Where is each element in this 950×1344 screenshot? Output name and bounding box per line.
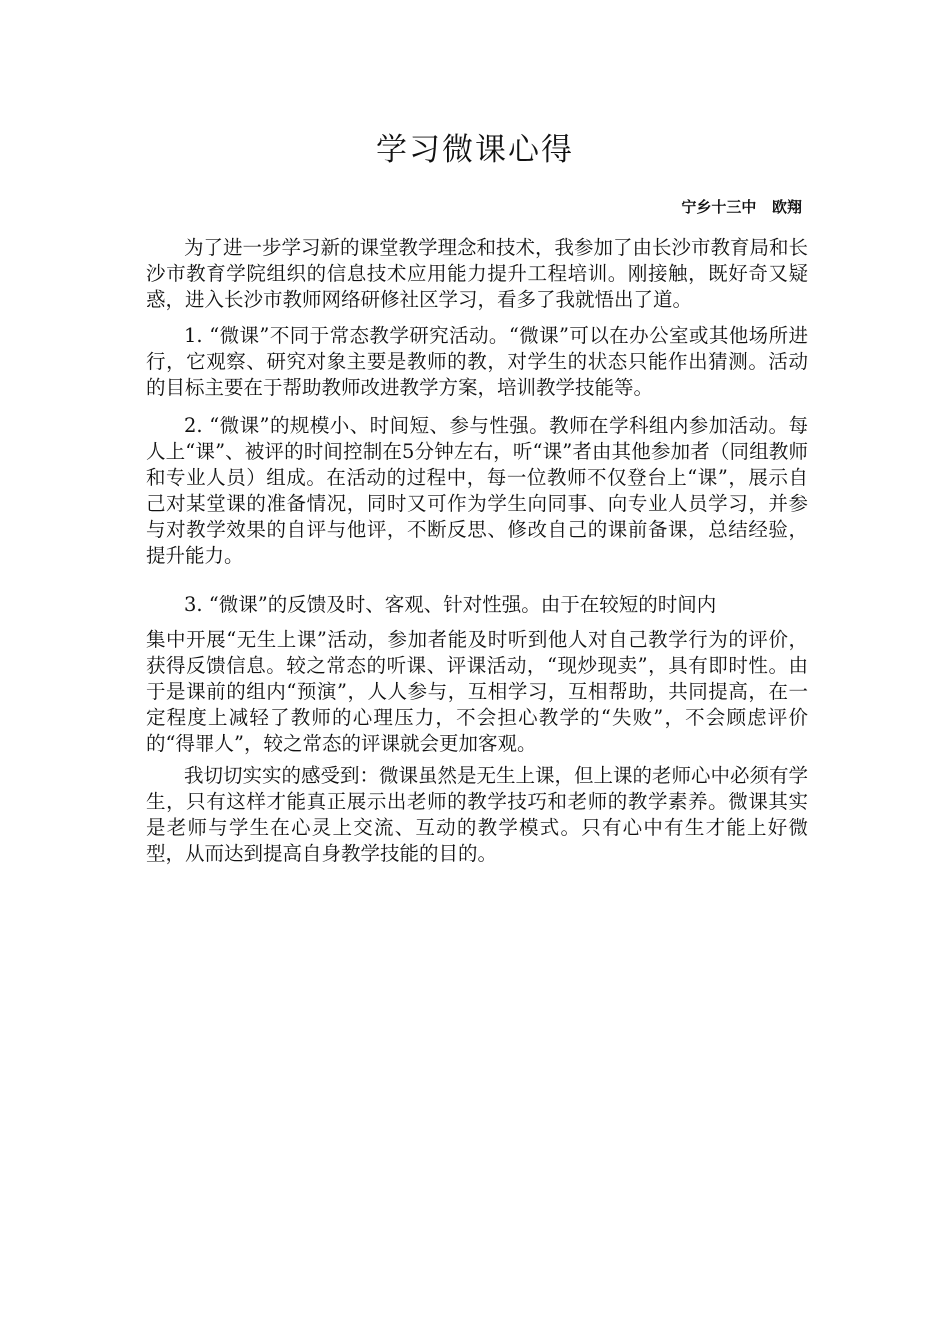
document-body (146, 235, 808, 867)
paragraph-intro: 为了进一步学习新的课堂教学理念和技术，我参加了由长沙市教育局和长沙市教育学院组织的信息技术应用能力提升工程培训。刚接触，既好奇又疑惑，进入长沙市教师网络研修社区学习，看多了我就悟出了道。 (146, 236, 809, 311)
paragraph-conclusion: 我切切实实的感受到：微课虽然是无生上课，但上课的老师心中必须有学生，只有这样才能真正展示出老师的教学技巧和老师的教学素养。微课其实是老师与学生在心灵上交流、互动的教学模式。只有心中有生才能上好微型，从而达到提高自身教学技能的目的。 (146, 764, 809, 865)
paragraph-point-3-heading: 3. “微课”的反馈及时、客观、针对性强。由于在较短的时间内 (184, 593, 717, 616)
author-line: 宁乡十三中 欧翔 (681, 198, 802, 216)
paragraph-point-2: 2. “微课”的规模小、时间短、参与性强。教师在学科组内参加活动。每人上“课”、被评的时间控制在5分钟左右，听“课”者由其他参加者（同组教师和专业人员）组成。在活动的过程中，每一位教师不仅登台上“课”，展示自己对某堂课的准备情况，同时又可作为学生向同事、向专业人员学习，并参与对教学效果的自评与他评，不断反思、修改自己的课前备课，总结经验，提升能力。 (146, 414, 808, 567)
paragraph-point-3-body: 集中开展“无生上课”活动，参加者能及时听到他人对自己教学行为的评价，获得反馈信息。较之常态的听课、评课活动，“现炒现卖”，具有即时性。由于是课前的组内“预演”，人人参与，互相学习，互相帮助，共同提高，在一定程度上减轻了教师的心理压力，不会担心教学的“失败”，不会顾虑评价的“得罪人”，较之常态的评课就会更加客观。 (146, 628, 808, 755)
paragraph-point-1: 1. “微课”不同于常态教学研究活动。“微课”可以在办公室或其他场所进行，它观察、研究对象主要是教师的教，对学生的状态只能作出猜测。活动的目标主要在于帮助教师改进教学方案，培训教学技能等。 (146, 324, 808, 399)
document-title: 学习微课心得 (376, 132, 574, 168)
